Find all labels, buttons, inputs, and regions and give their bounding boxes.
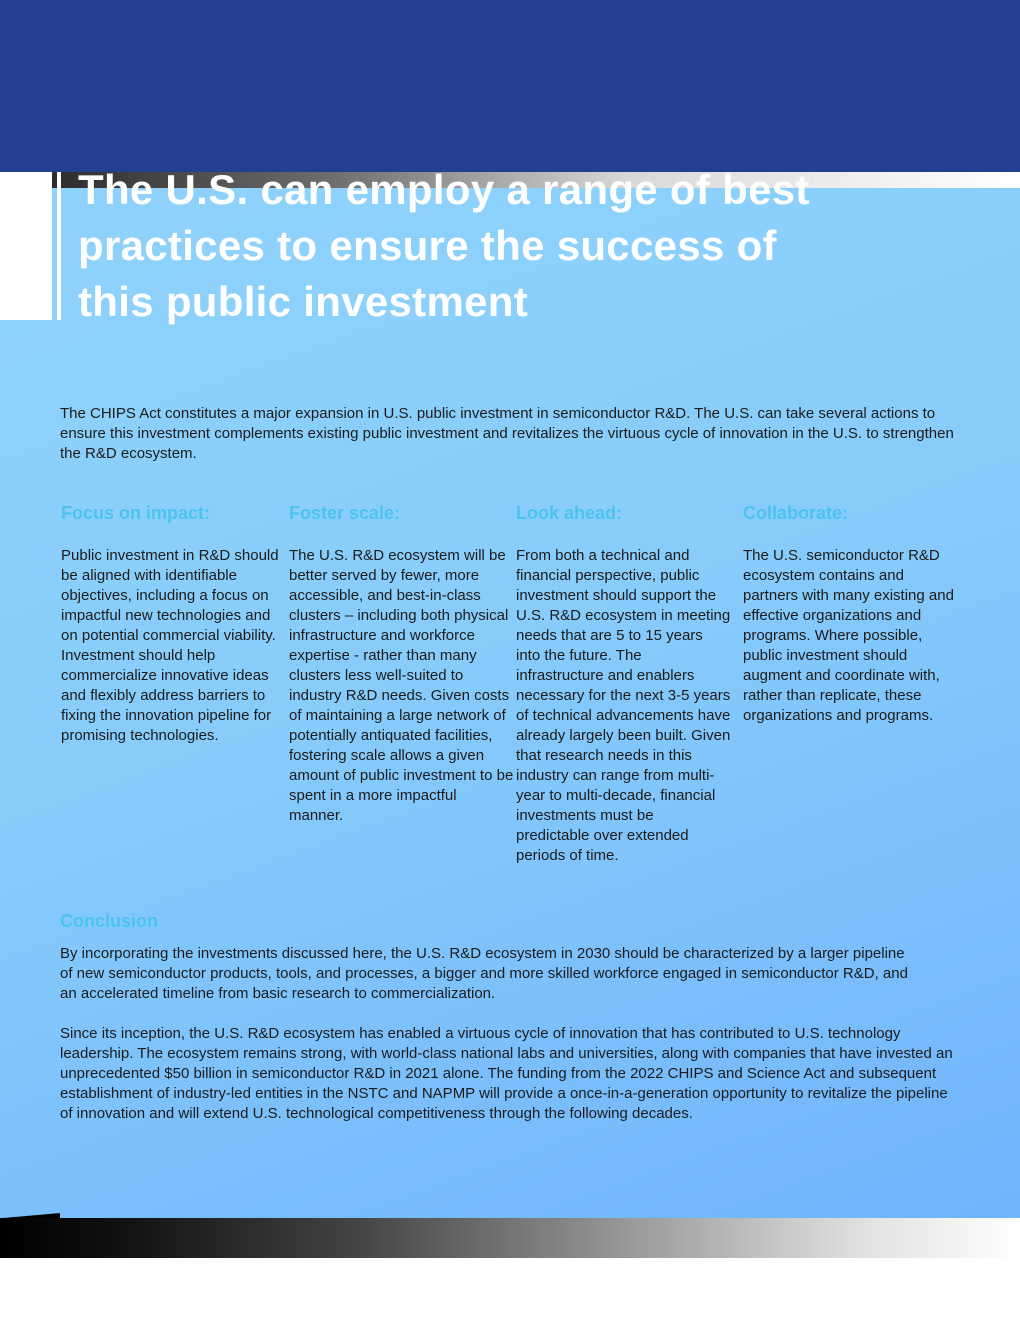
column-body: The U.S. R&D ecosystem will be better served by fewer, more accessible, and best-in-class clusters – including both physical infrastructure and workforce expertise - rather than many clusters less well-suited to industry R&D needs. Given costs of maintaining a large network of potentially antiquated facilities, fostering scale allows a given amount of public investment to be spent in a more impactful manner. bbox=[289, 547, 514, 824]
column-heading: Focus on impact: bbox=[61, 503, 211, 523]
conclusion-heading: Conclusion bbox=[60, 911, 158, 931]
decorative-rule-left bbox=[48, 172, 52, 320]
column-heading: Collaborate: bbox=[743, 503, 849, 523]
column-focus-on-impact bbox=[61, 500, 286, 746]
conclusion-paragraph-2: Since its inception, the U.S. R&D ecosystem has enabled a virtuous cycle of innovation that has contributed to U.S. technology leadership. The ecosystem remains strong, with world-class national labs and universities, along with companies that have invested an unprecedented $50 billion in semiconductor R&D in 2021 alone. The funding from the 2022 CHIPS and Science Act and subsequent establishment of industry-led entities in the NSTC and NAPMP will provide a once-in-a-generation opportunity to revitalize the pipeline of innovation and will extend U.S. technological competitiveness through the following decades. bbox=[60, 1025, 953, 1122]
footer-gradient-band bbox=[0, 1218, 1020, 1258]
header-band bbox=[0, 0, 1020, 172]
decorative-rule-right bbox=[57, 172, 61, 320]
column-look-ahead bbox=[516, 500, 731, 866]
column-heading: Foster scale: bbox=[289, 503, 401, 523]
column-body: Public investment in R&D should be aligned with identifiable objectives, including a focus on impactful new technologies and on potential commercial viability. Investment should help commercialize innovative ideas and flexibly address barriers to fixing the innovation pipeline for promising technologies. bbox=[61, 547, 279, 744]
column-body: The U.S. semiconductor R&D ecosystem contains and partners with many existing and effective organizations and programs. Where possible, public investment should augment and coordinate with, rather than replicate, these organizations and programs. bbox=[743, 547, 954, 724]
column-collaborate bbox=[743, 500, 963, 726]
panel-notch bbox=[0, 172, 48, 320]
column-heading: Look ahead: bbox=[516, 503, 623, 523]
intro-paragraph: The CHIPS Act constitutes a major expansion in U.S. public investment in semiconductor R&D. The U.S. can take several actions to ensure this investment complements existing public investment and revitalizes the virtuous cycle of innovation in the U.S. to strengthen the R&D ecosystem. bbox=[60, 405, 954, 462]
column-body: From both a technical and financial perspective, public investment should support the U.S. R&D ecosystem in meeting needs that are 5 to 15 years into the future. The infrastructure and enablers necessary for the next 3-5 years of technical advancements have already largely been built. Given that research needs in this industry can range from multi-year to multi-decade, financial investments must be predictable over extended periods of time. bbox=[516, 547, 731, 864]
column-foster-scale bbox=[289, 500, 514, 826]
conclusion-paragraph-1: By incorporating the investments discussed here, the U.S. R&D ecosystem in 2030 should be characterized by a larger pipeline of new semiconductor products, tools, and processes, a bigger and more skilled workforce engaged in semiconductor R&D, and an accelerated timeline from basic research to commercialization. bbox=[60, 945, 908, 1002]
page-title: The U.S. can employ a range of best practices to ensure the success of this public investment bbox=[78, 166, 810, 325]
